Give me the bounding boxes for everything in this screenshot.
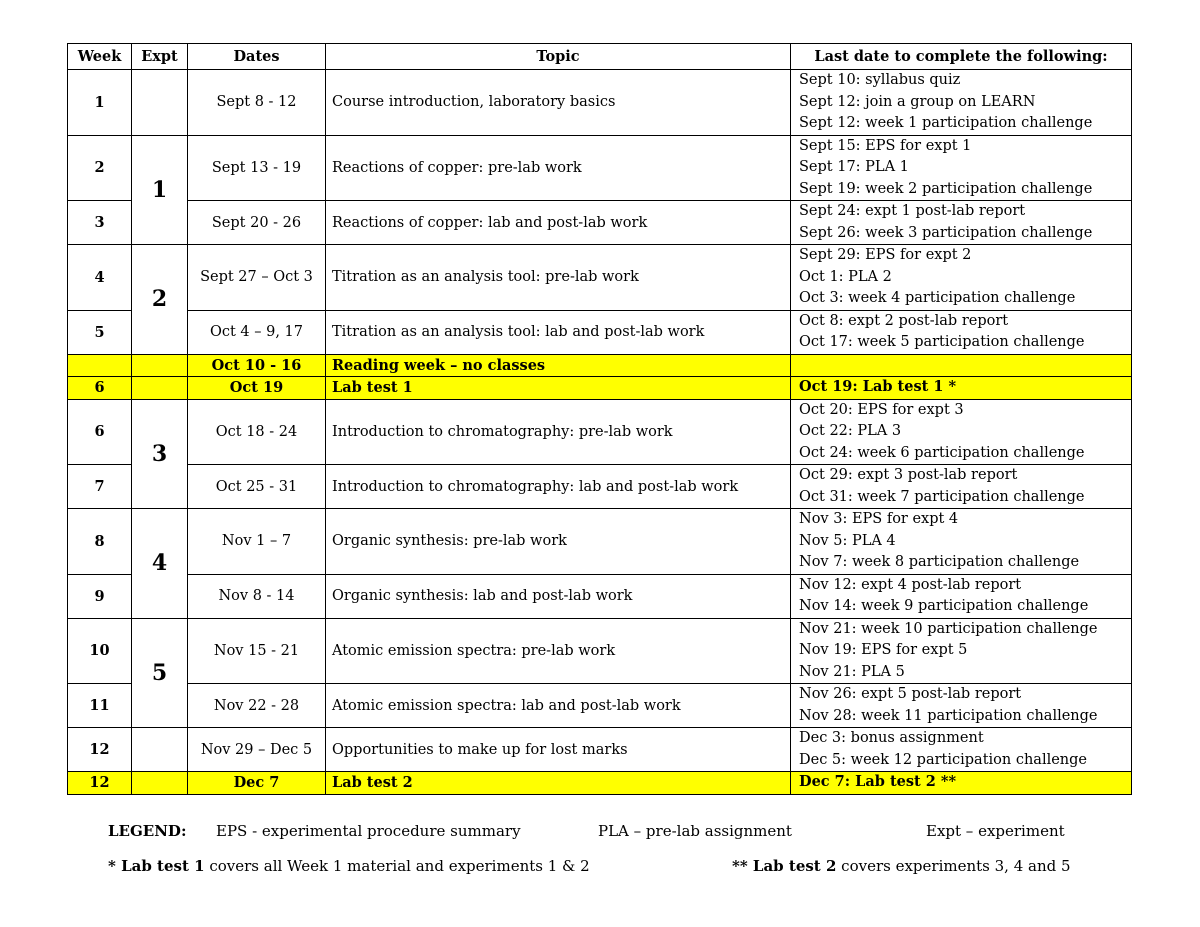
- deadline-item: Dec 5: week 12 participation challenge: [799, 751, 1087, 768]
- deadline-item: Nov 21: PLA 5: [799, 663, 905, 680]
- week-cell: 9: [68, 574, 132, 618]
- dates-cell: Nov 1 – 7: [188, 509, 326, 575]
- deadlines-cell: [791, 772, 1132, 795]
- header-week: Week: [68, 44, 132, 70]
- week-cell: 10: [68, 618, 132, 684]
- legend-eps: EPS - experimental procedure summary: [216, 822, 521, 840]
- footnote-text: covers experiments 3, 4 and 5: [836, 857, 1071, 875]
- deadline-item: Nov 14: week 9 participation challenge: [799, 598, 1089, 614]
- header-topic: Topic: [326, 44, 791, 70]
- deadlines-cell: [791, 618, 1132, 684]
- table-row: [68, 245, 1132, 311]
- footnote-text: covers all Week 1 material and experiments 1 & 2: [204, 857, 590, 875]
- deadlines-cell: [791, 465, 1132, 509]
- table-row: [68, 201, 1132, 245]
- deadlines-cell: [791, 399, 1132, 465]
- deadline-item: Sept 29: EPS for expt 2: [799, 247, 972, 263]
- topic-cell: Lab test 2: [326, 772, 791, 795]
- topic-cell: Reactions of copper: pre-lab work: [326, 135, 791, 201]
- deadlines-cell: [791, 509, 1132, 575]
- deadline-item: Nov 28: week 11 participation challenge: [799, 707, 1098, 724]
- table-row: [68, 574, 1132, 618]
- dates-cell: Oct 19: [188, 377, 326, 400]
- schedule-table: [67, 43, 1132, 795]
- deadline-item: Oct 31: week 7 participation challenge: [799, 488, 1085, 505]
- deadline-item: Sept 15: EPS for expt 1: [799, 137, 972, 154]
- topic-cell: Reading week – no classes: [326, 354, 791, 377]
- topic-cell: Titration as an analysis tool: lab and post-lab work: [326, 310, 791, 354]
- topic-cell: Lab test 1: [326, 377, 791, 400]
- deadlines-cell: [791, 70, 1132, 136]
- deadline-item: Nov 3: EPS for expt 4: [799, 511, 959, 527]
- deadline-item: Dec 3: bonus assignment: [799, 730, 984, 746]
- topic-cell: Atomic emission spectra: lab and post-lab work: [326, 684, 791, 728]
- week-cell: 7: [68, 465, 132, 509]
- expt-number: 4: [132, 509, 188, 619]
- week-cell: 2: [68, 135, 132, 201]
- expt-cell: [132, 772, 188, 795]
- table-row: [68, 70, 1132, 136]
- deadline-item: Nov 12: expt 4 post-lab report: [799, 576, 1022, 593]
- dates-cell: Sept 20 - 26: [188, 201, 326, 245]
- header-deadlines: Last date to complete the following:: [791, 44, 1132, 70]
- deadline-item: Oct 3: week 4 participation challenge: [799, 290, 1076, 306]
- topic-cell: Introduction to chromatography: lab and post-lab work: [326, 465, 791, 509]
- dates-cell: Nov 15 - 21: [188, 618, 326, 684]
- topic-cell: Titration as an analysis tool: pre-lab work: [326, 245, 791, 311]
- week-cell: 6: [68, 399, 132, 465]
- header-expt: Expt: [132, 44, 188, 70]
- deadline-item: Sept 24: expt 1 post-lab report: [799, 203, 1026, 219]
- expt-number: 2: [132, 245, 188, 355]
- deadline-item: Sept 12: join a group on LEARN: [799, 93, 1036, 110]
- legend-label: LEGEND:: [108, 822, 187, 840]
- footnote-lab-test-1: [108, 857, 590, 875]
- deadline-item: Nov 7: week 8 participation challenge: [799, 554, 1080, 570]
- expt-cell: [132, 377, 188, 400]
- deadlines-cell: [791, 245, 1132, 311]
- topic-cell: Organic synthesis: pre-lab work: [326, 509, 791, 575]
- deadline-item: [799, 355, 1123, 377]
- table-row: [68, 310, 1132, 354]
- table-row: [68, 509, 1132, 575]
- deadline-item: Nov 5: PLA 4: [799, 532, 896, 549]
- deadline-item: Sept 10: syllabus quiz: [799, 72, 961, 88]
- deadline-item: Oct 20: EPS for expt 3: [799, 401, 964, 418]
- dates-cell: Nov 8 - 14: [188, 574, 326, 618]
- week-cell: 3: [68, 201, 132, 245]
- week-cell: 8: [68, 509, 132, 575]
- week-cell: 6: [68, 377, 132, 400]
- highlight-row: [68, 377, 1132, 400]
- deadline-item: Nov 26: expt 5 post-lab report: [799, 686, 1022, 702]
- deadline-item: Oct 29: expt 3 post-lab report: [799, 467, 1018, 483]
- deadlines-cell: [791, 310, 1132, 354]
- highlight-row: [68, 772, 1132, 795]
- topic-cell: Atomic emission spectra: pre-lab work: [326, 618, 791, 684]
- highlight-row: [68, 354, 1132, 377]
- expt-cell: [132, 728, 188, 772]
- dates-cell: Nov 29 – Dec 5: [188, 728, 326, 772]
- dates-cell: Oct 18 - 24: [188, 399, 326, 465]
- table-row: [68, 618, 1132, 684]
- dates-cell: Dec 7: [188, 772, 326, 795]
- deadline-item: Oct 8: expt 2 post-lab report: [799, 312, 1009, 329]
- deadline-item: Sept 26: week 3 participation challenge: [799, 224, 1093, 241]
- deadline-item: Oct 17: week 5 participation challenge: [799, 334, 1085, 350]
- deadlines-cell: [791, 354, 1132, 377]
- deadline-item: Sept 19: week 2 participation challenge: [799, 180, 1093, 197]
- deadline-item: Oct 22: PLA 3: [799, 423, 902, 439]
- table-row: [68, 399, 1132, 465]
- dates-cell: Nov 22 - 28: [188, 684, 326, 728]
- dates-cell: Oct 10 - 16: [188, 354, 326, 377]
- week-cell: 1: [68, 70, 132, 136]
- deadline-item: Sept 17: PLA 1: [799, 159, 909, 175]
- week-cell: 12: [68, 728, 132, 772]
- week-cell: 11: [68, 684, 132, 728]
- header-row: [68, 44, 1132, 70]
- deadline-item: Oct 19: Lab test 1 *: [799, 378, 957, 395]
- footnote-mark: * Lab test 1: [108, 857, 205, 875]
- deadlines-cell: [791, 684, 1132, 728]
- legend-expt: Expt – experiment: [926, 822, 1065, 840]
- footnote-mark: ** Lab test 2: [732, 857, 837, 875]
- dates-cell: Sept 8 - 12: [188, 70, 326, 136]
- expt-number: 1: [132, 135, 188, 245]
- topic-cell: Opportunities to make up for lost marks: [326, 728, 791, 772]
- deadlines-cell: [791, 728, 1132, 772]
- header-dates: Dates: [188, 44, 326, 70]
- expt-cell: [132, 354, 188, 377]
- topic-cell: Organic synthesis: lab and post-lab work: [326, 574, 791, 618]
- deadline-item: Nov 21: week 10 participation challenge: [799, 620, 1098, 637]
- expt-cell: [132, 70, 188, 136]
- deadlines-cell: [791, 201, 1132, 245]
- deadlines-cell: [791, 377, 1132, 400]
- week-cell: 4: [68, 245, 132, 311]
- dates-cell: Oct 25 - 31: [188, 465, 326, 509]
- expt-number: 5: [132, 618, 188, 728]
- dates-cell: Oct 4 – 9, 17: [188, 310, 326, 354]
- dates-cell: Sept 13 - 19: [188, 135, 326, 201]
- table-row: [68, 728, 1132, 772]
- deadline-item: Oct 24: week 6 participation challenge: [799, 444, 1085, 461]
- topic-cell: Introduction to chromatography: pre-lab work: [326, 399, 791, 465]
- footnote-lab-test-2: [732, 857, 1071, 875]
- deadline-item: Sept 12: week 1 participation challenge: [799, 115, 1093, 131]
- table-row: [68, 135, 1132, 201]
- table-row: [68, 465, 1132, 509]
- deadlines-cell: [791, 135, 1132, 201]
- deadlines-cell: [791, 574, 1132, 618]
- expt-number: 3: [132, 399, 188, 509]
- topic-cell: Reactions of copper: lab and post-lab work: [326, 201, 791, 245]
- deadline-item: Nov 19: EPS for expt 5: [799, 642, 968, 658]
- week-cell: 12: [68, 772, 132, 795]
- legend-pla: PLA – pre-lab assignment: [598, 822, 792, 840]
- table-row: [68, 684, 1132, 728]
- topic-cell: Course introduction, laboratory basics: [326, 70, 791, 136]
- deadline-item: Dec 7: Lab test 2 **: [799, 773, 957, 790]
- week-cell: [68, 354, 132, 377]
- deadline-item: Oct 1: PLA 2: [799, 268, 892, 285]
- dates-cell: Sept 27 – Oct 3: [188, 245, 326, 311]
- week-cell: 5: [68, 310, 132, 354]
